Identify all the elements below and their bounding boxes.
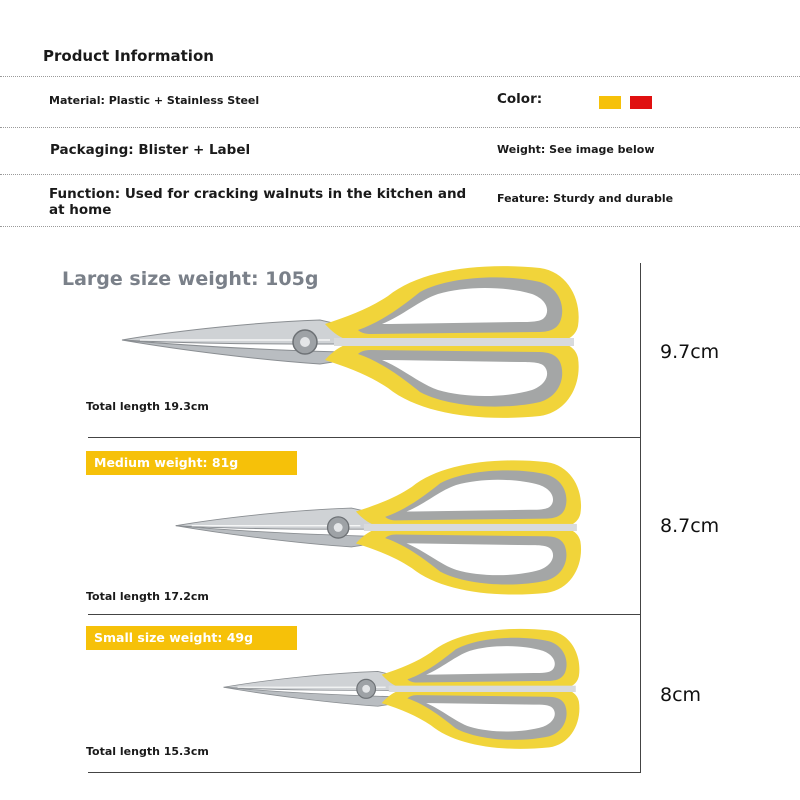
page-title: Product Information — [43, 47, 214, 65]
section-divider — [88, 772, 640, 773]
divider — [0, 127, 800, 128]
medium-weight-badge: Medium weight: 81g — [86, 451, 297, 475]
large-handle-height: 9.7cm — [660, 341, 720, 363]
medium-scissors-image — [174, 455, 584, 607]
medium-handle-height: 8.7cm — [660, 515, 720, 537]
large-weight-label: Large size weight: 105g — [62, 268, 319, 290]
material-info: Material: Plastic + Stainless Steel — [49, 94, 260, 107]
function-info: Function: Used for cracking walnuts in the kitchen and at home — [49, 186, 467, 218]
small-weight-badge: Small size weight: 49g — [86, 626, 297, 650]
large-total-length: Total length 19.3cm — [86, 400, 209, 413]
packaging-info: Packaging: Blister + Label — [50, 142, 251, 158]
dimension-line — [640, 263, 641, 773]
divider — [0, 226, 800, 227]
divider — [0, 76, 800, 77]
small-scissors-image — [222, 624, 582, 760]
section-divider — [88, 614, 640, 615]
medium-total-length: Total length 17.2cm — [86, 590, 209, 603]
weight-info: Weight: See image below — [497, 143, 655, 156]
large-scissors-image — [120, 260, 582, 432]
color-swatch-yellow — [599, 96, 621, 109]
small-total-length: Total length 15.3cm — [86, 745, 209, 758]
color-label: Color: — [497, 91, 543, 107]
divider — [0, 174, 800, 175]
section-divider — [88, 437, 640, 438]
feature-info: Feature: Sturdy and durable — [497, 192, 674, 205]
small-handle-height: 8cm — [660, 684, 702, 706]
color-swatch-red — [630, 96, 652, 109]
